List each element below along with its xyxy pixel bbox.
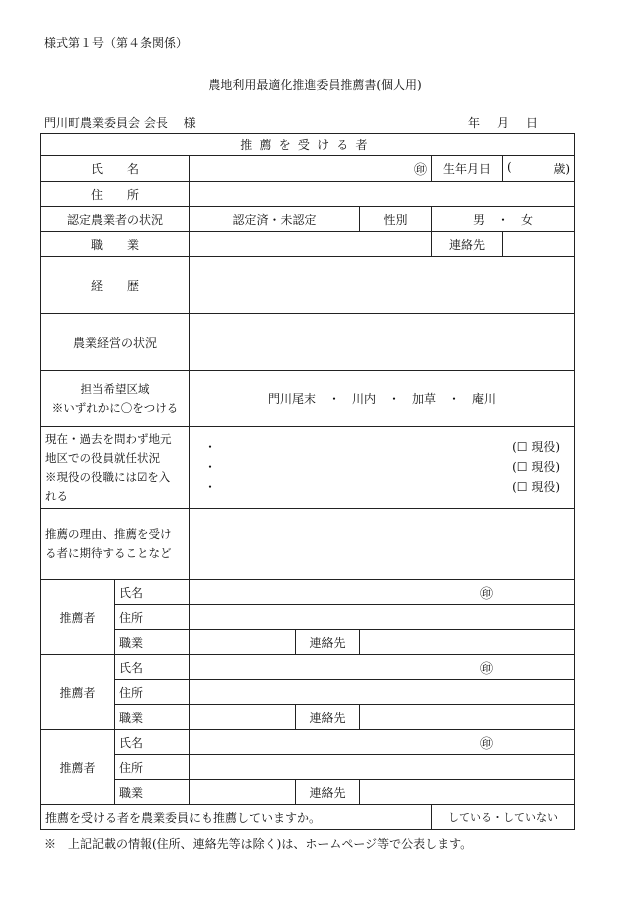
recommender-address-field[interactable] xyxy=(190,605,575,630)
recommender-address-label: 住所 xyxy=(115,680,190,705)
recommender-label: 推薦者 xyxy=(41,655,115,730)
gender-label: 性別 xyxy=(360,207,432,232)
officer-label-line: 現在・過去を問わず地元 xyxy=(45,431,172,446)
nominee-occupation-field[interactable] xyxy=(190,232,432,257)
seal-icon: ㊞ xyxy=(480,586,494,602)
date-day: 日 xyxy=(526,116,539,130)
nominee-address-label: 住 所 xyxy=(41,182,190,207)
recommender-name-field[interactable] xyxy=(190,655,575,680)
nominee-name-field[interactable] xyxy=(190,156,432,182)
recommender-occupation-field[interactable] xyxy=(190,630,296,655)
officer-entry xyxy=(194,457,570,477)
recommender-occupation-field[interactable] xyxy=(190,705,296,730)
date-month: 月 xyxy=(497,116,510,130)
farmer-status-label: 認定農業者の状況 xyxy=(41,207,190,232)
gender-value[interactable]: 男 ・ 女 xyxy=(432,207,575,232)
recommender-occupation-label: 職業 xyxy=(115,630,190,655)
recommender-label: 推薦者 xyxy=(41,580,115,655)
nominee-contact-field[interactable] xyxy=(503,232,575,257)
recommender-contact-label: 連絡先 xyxy=(296,630,360,655)
area-options[interactable]: 門川尾末 ・ 川内 ・ 加草 ・ 庵川 xyxy=(190,371,575,427)
recommender-address-field[interactable] xyxy=(190,755,575,780)
nominee-address-field[interactable] xyxy=(190,182,575,207)
recommender-address-label: 住所 xyxy=(115,755,190,780)
dob-field[interactable] xyxy=(503,156,575,182)
recommender-name-label: 氏名 xyxy=(115,730,190,755)
recommender-name-field[interactable] xyxy=(190,730,575,755)
area-label xyxy=(41,371,190,427)
current-checkbox[interactable]: (☐ 現役) xyxy=(512,480,561,494)
committee-answer[interactable]: している・していない xyxy=(432,805,575,830)
nominee-heading: 推薦を受ける者 xyxy=(41,134,575,156)
career-field[interactable] xyxy=(190,257,575,314)
dob-label: 生年月日 xyxy=(432,156,503,182)
recommender-address-field[interactable] xyxy=(190,680,575,705)
seal-icon: ㊞ xyxy=(480,736,494,752)
recommender-occupation-field[interactable] xyxy=(190,780,296,805)
committee-question: 推薦を受ける者を農業委員にも推薦していますか。 xyxy=(41,805,432,830)
seal-icon: ㊞ xyxy=(480,661,494,677)
recommender-occupation-label: 職業 xyxy=(115,705,190,730)
date-year: 年 xyxy=(468,116,481,130)
recommender-contact-field[interactable] xyxy=(360,630,575,655)
footnote: ※ 上記記載の情報(住所、連絡先等は除く)は、ホームページ等で公表します。 xyxy=(44,837,473,851)
area-label-line-1: 担当希望区域 xyxy=(80,381,150,396)
recommender-contact-field[interactable] xyxy=(360,780,575,805)
seal-icon: ㊞ xyxy=(413,163,427,178)
reason-label-line: 推薦の理由、推薦を受け xyxy=(45,527,172,541)
recommender-label: 推薦者 xyxy=(41,730,115,805)
recommender-name-label: 氏名 xyxy=(115,655,190,680)
form-number: 様式第１号（第４条関係） xyxy=(44,36,189,50)
form-title: 農地利用最適化推進委員推薦書(個人用) xyxy=(208,78,422,92)
recommender-occupation-label: 職業 xyxy=(115,780,190,805)
recommender-name-label: 氏名 xyxy=(115,580,190,605)
age-open: ( xyxy=(507,160,512,174)
recommender-contact-label: 連絡先 xyxy=(296,780,360,805)
nominee-name-label: 氏 名 xyxy=(41,156,190,182)
current-checkbox[interactable]: (☐ 現役) xyxy=(512,440,561,454)
officer-entry xyxy=(194,477,570,497)
officer-label-line: ※現役の役職には☑を入 xyxy=(45,469,171,484)
reason-label-line: る者に期待することなど xyxy=(45,546,172,560)
farmer-status-value[interactable]: 認定済・未認定 xyxy=(190,207,360,232)
recommender-contact-label: 連絡先 xyxy=(296,705,360,730)
reason-field[interactable] xyxy=(190,509,575,580)
recommender-address-label: 住所 xyxy=(115,605,190,630)
age-unit: 歳) xyxy=(553,162,571,176)
farm-status-label: 農業経営の状況 xyxy=(41,314,190,371)
career-label: 経 歴 xyxy=(41,257,190,314)
nomination-form-table xyxy=(40,133,574,832)
nominee-occupation-label: 職 業 xyxy=(41,232,190,257)
officer-label-line: 地区での役員就任状況 xyxy=(45,450,160,465)
recommender-name-field[interactable] xyxy=(190,580,575,605)
officer-history-field[interactable] xyxy=(190,427,575,509)
area-label-line-2: ※いずれかに〇をつける xyxy=(51,400,179,415)
reason-label xyxy=(41,509,190,580)
addressee: 門川町農業委員会 会長 様 xyxy=(44,116,196,130)
officer-label-line: れる xyxy=(45,488,68,503)
officer-history-label xyxy=(41,427,190,509)
bullet: ・ xyxy=(204,480,217,494)
recommender-contact-field[interactable] xyxy=(360,705,575,730)
current-checkbox[interactable]: (☐ 現役) xyxy=(512,460,561,474)
bullet: ・ xyxy=(204,440,217,454)
bullet: ・ xyxy=(204,460,217,474)
officer-entry xyxy=(194,437,570,457)
farm-status-field[interactable] xyxy=(190,314,575,371)
nominee-contact-label: 連絡先 xyxy=(432,232,503,257)
